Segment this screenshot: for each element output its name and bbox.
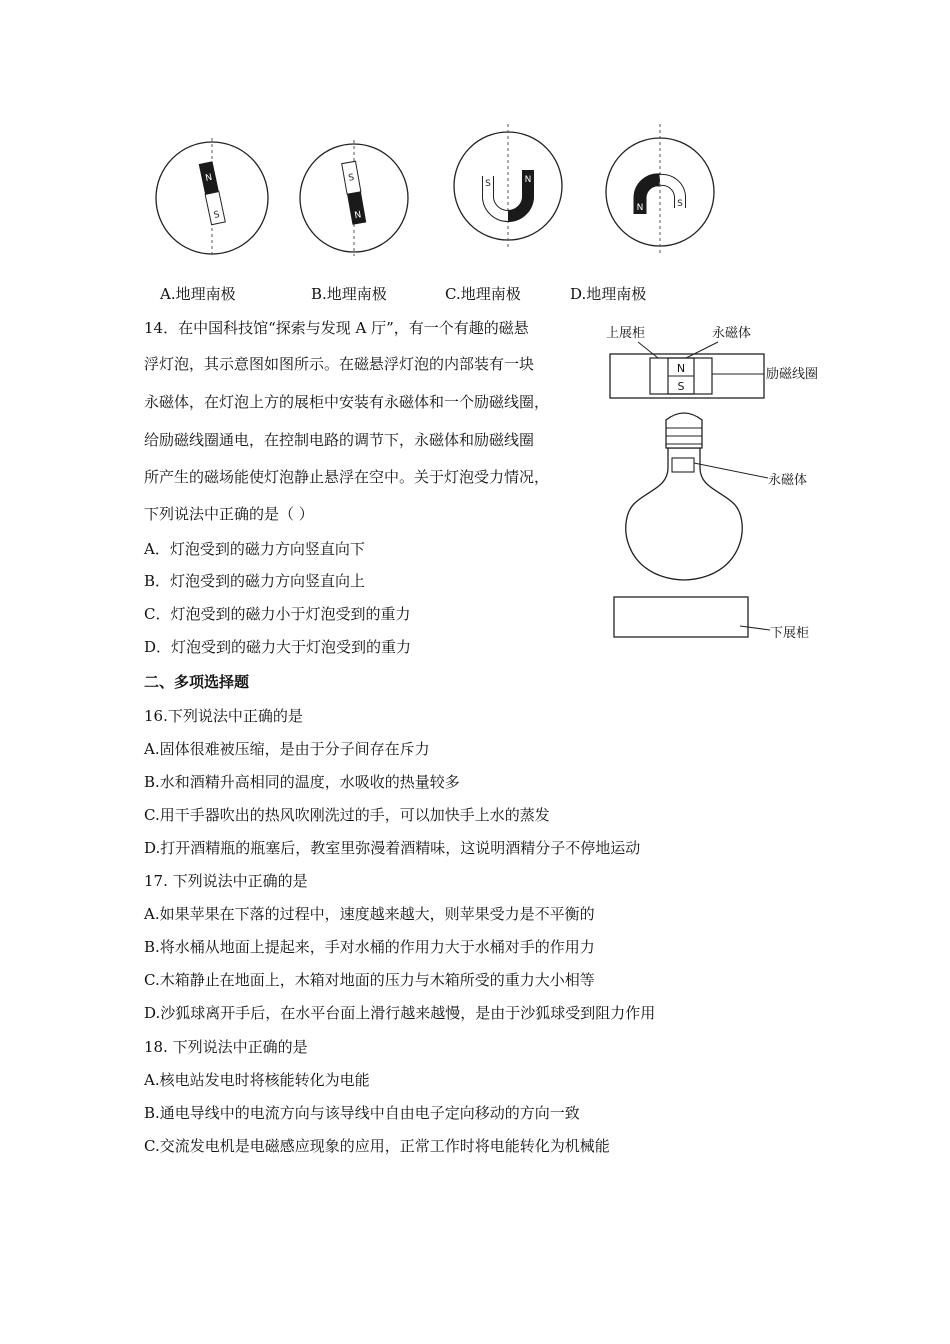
q14-stem-line-3: 永磁体，在灯泡上方的展柜中安装有永磁体和一个励磁线圈，	[144, 393, 550, 411]
compass-b-pole-s: S	[347, 172, 356, 184]
compass-option-c: C.地理南极	[445, 285, 521, 303]
compass-d	[606, 124, 714, 256]
q16-stem: 16.下列说法中正确的是	[144, 707, 303, 725]
q14-stem-line-2: 浮灯泡，其示意图如图所示。在磁悬浮灯泡的内部装有一块	[144, 355, 535, 373]
q14-stem-line-6: 下列说法中正确的是（ ）	[144, 505, 314, 523]
section-2-title: 二、多项选择题	[144, 673, 250, 691]
compass-a	[156, 138, 268, 258]
q16-option-a: A.固体很难被压缩，是由于分子间存在斥力	[144, 740, 430, 758]
q18-stem: 18. 下列说法中正确的是	[144, 1038, 308, 1056]
q17-option-c: C.木箱静止在地面上，木箱对地面的压力与木箱所受的重力大小相等	[144, 971, 595, 989]
q18-option-b: B.通电导线中的电流方向与该导线中自由电子定向移动的方向一致	[144, 1104, 580, 1122]
maglev-bulb-figure	[600, 318, 840, 648]
label-bulb-magnet: 永磁体	[768, 473, 808, 488]
label-coil: 励磁线圈	[766, 367, 819, 382]
q18-option-c: C.交流发电机是电磁感应现象的应用，正常工作时将电能转化为机械能	[144, 1137, 610, 1155]
lower-cabinet-box	[614, 597, 748, 637]
q14-option-b: B．灯泡受到的磁力方向竖直向上	[144, 572, 366, 590]
q17-option-d: D.沙狐球离开手后，在水平台面上滑行越来越慢，是由于沙狐球受到阻力作用	[144, 1004, 656, 1022]
compass-figures	[140, 118, 740, 278]
bulb-base	[666, 413, 702, 448]
q16-option-c: C.用干手器吹出的热风吹刚洗过的手，可以加快手上水的蒸发	[144, 806, 550, 824]
compass-a-pole-n: N	[204, 172, 214, 184]
q14-option-d: D．灯泡受到的磁力大于灯泡受到的重力	[144, 638, 412, 656]
label-upper-cabinet: 上展柜	[606, 326, 646, 341]
compass-d-pole-s: S	[677, 199, 683, 209]
compass-c-pole-s: S	[485, 179, 491, 189]
compass-a-pole-s: S	[212, 210, 221, 221]
label-lower-cabinet: 下展柜	[770, 626, 810, 641]
compass-b-pole-n: N	[353, 210, 363, 222]
compass-option-a: A.地理南极	[160, 285, 236, 303]
compass-option-d: D.地理南极	[570, 285, 647, 303]
top-magnet-pole-n: N	[676, 362, 686, 375]
compass-d-pole-n: N	[636, 203, 644, 213]
q14-option-a: A．灯泡受到的磁力方向竖直向下	[144, 540, 365, 558]
q14-stem-line-1: 14．在中国科技馆“探索与发现 A 厅”，有一个有趣的磁悬	[144, 319, 529, 337]
compass-c	[454, 124, 562, 250]
compass-b	[300, 140, 408, 256]
q17-stem: 17. 下列说法中正确的是	[144, 872, 308, 890]
label-top-magnet: 永磁体	[712, 326, 752, 341]
compass-option-b: B.地理南极	[311, 285, 387, 303]
top-magnet-pole-s: S	[677, 380, 685, 393]
compass-c-pole-n: N	[524, 175, 532, 185]
bulb-magnet-box	[672, 458, 694, 472]
q17-option-a: A.如果苹果在下落的过程中，速度越来越大，则苹果受力是不平衡的	[144, 905, 595, 923]
q14-stem-line-5: 所产生的磁场能使灯泡静止悬浮在空中。关于灯泡受力情况，	[144, 468, 550, 486]
q14-option-c: C．灯泡受到的磁力小于灯泡受到的重力	[144, 605, 411, 623]
q16-option-b: B.水和酒精升高相同的温度，水吸收的热量较多	[144, 773, 460, 791]
q16-option-d: D.打开酒精瓶的瓶塞后，教室里弥漫着酒精味，这说明酒精分子不停地运动	[144, 839, 641, 857]
q18-option-a: A.核电站发电时将核能转化为电能	[144, 1071, 370, 1089]
q17-option-b: B.将水桶从地面上提起来，手对水桶的作用力大于水桶对手的作用力	[144, 938, 595, 956]
q14-stem-line-4: 给励磁线圈通电，在控制电路的调节下，永磁体和励磁线圈	[144, 431, 535, 449]
